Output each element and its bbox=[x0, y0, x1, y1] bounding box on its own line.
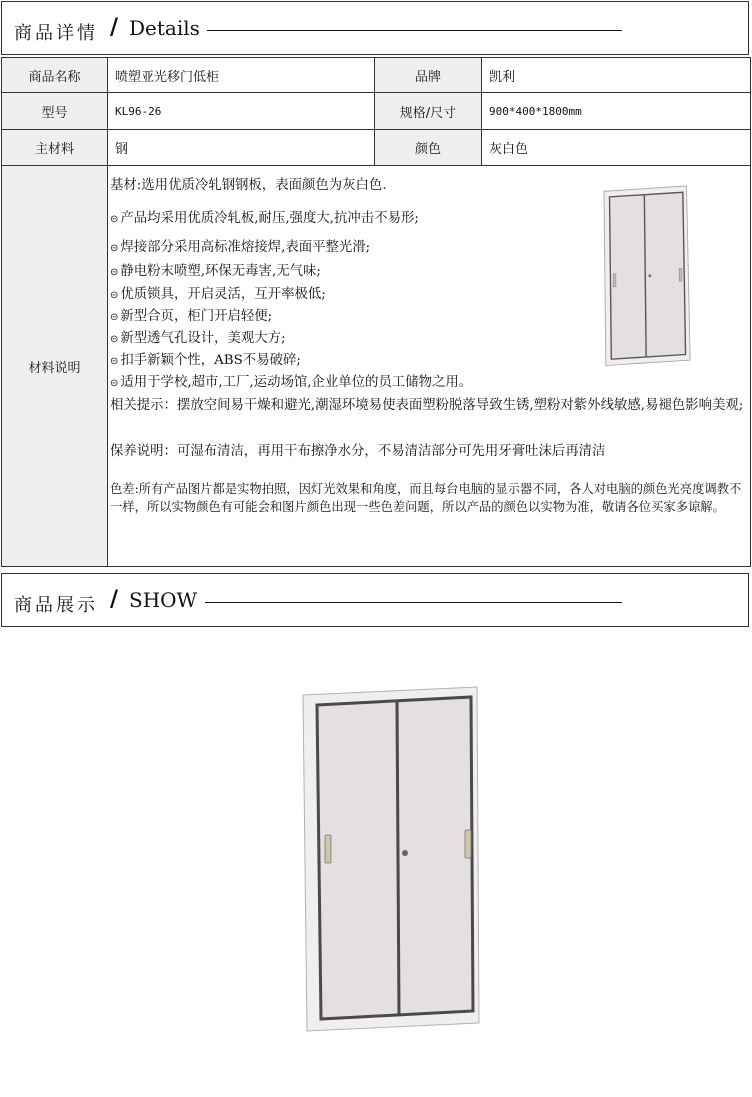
description-color-note: 色差:所有产品图片都是实物拍照，因灯光效果和角度，而且每台电脑的显示器不同，各人对电脑的颜色光亮度调教不一样，所以实物颜色有可能会和图片颜色出现一些色差问题，所以产品的颜色以实物为准，敬请各位买家多谅解。 bbox=[110, 482, 742, 514]
list-item: ⊝ 静电粉末喷塑,环保无毒害,无气味; bbox=[110, 264, 321, 279]
list-item: ⊝ 新型合页，柜门开启轻便; bbox=[110, 309, 273, 324]
details-header-cn: 商品详情 bbox=[14, 23, 98, 44]
size-label: 规格/尺寸 bbox=[375, 93, 482, 130]
list-item: ⊝ 产品均采用优质冷轧板,耐压,强度大,抗冲击不易形; bbox=[110, 211, 419, 226]
description-cell bbox=[108, 166, 751, 567]
show-header-slash: / bbox=[110, 586, 119, 612]
material-label: 主材料 bbox=[2, 130, 108, 166]
description-care: 保养说明：可湿布清洁，再用干布擦净水分，不易清洁部分可先用牙膏吐沫后再清洁 bbox=[110, 444, 606, 459]
minus-circle-icon: ⊝ bbox=[110, 378, 119, 389]
details-header bbox=[1, 1, 749, 55]
minus-circle-icon: ⊝ bbox=[110, 312, 119, 323]
model-value: KL96-26 bbox=[108, 93, 375, 130]
spec-table bbox=[1, 57, 751, 567]
list-item: ⊝ 扣手新颖个性，ABS不易破碎; bbox=[110, 353, 301, 368]
spec-row bbox=[2, 130, 751, 166]
show-header-cn: 商品展示 bbox=[14, 595, 98, 616]
cabinet-thumbnail bbox=[593, 178, 703, 378]
list-item: ⊝ 焊接部分采用高标准熔接焊,表面平整光滑; bbox=[110, 240, 371, 255]
list-item: ⊝ 新型透气孔设计，美观大方; bbox=[110, 331, 286, 346]
minus-circle-icon: ⊝ bbox=[110, 290, 119, 301]
spec-row bbox=[2, 93, 751, 130]
material-value: 钢 bbox=[108, 130, 375, 166]
description-intro: 基材:选用优质冷轧钢钢板，表面颜色为灰白色. bbox=[110, 178, 387, 193]
model-label: 型号 bbox=[2, 93, 108, 130]
details-header-en: Details bbox=[129, 16, 200, 40]
minus-circle-icon: ⊝ bbox=[110, 334, 119, 345]
show-header-en: SHOW bbox=[129, 588, 198, 612]
show-header-rule bbox=[205, 602, 622, 603]
details-header-slash: / bbox=[110, 14, 119, 40]
description-body bbox=[108, 166, 750, 565]
name-label: 商品名称 bbox=[2, 58, 108, 93]
cabinet-product-image bbox=[295, 685, 495, 1035]
size-value: 900*400*1800mm bbox=[482, 93, 751, 130]
minus-circle-icon: ⊝ bbox=[110, 356, 119, 367]
description-label: 材料说明 bbox=[2, 166, 108, 567]
show-header bbox=[1, 573, 749, 627]
spec-row bbox=[2, 58, 751, 93]
list-item: ⊝ 优质锁具，开启灵活，互开率极低; bbox=[110, 287, 326, 302]
brand-label: 品牌 bbox=[375, 58, 482, 93]
brand-value: 凯利 bbox=[482, 58, 751, 93]
details-header-rule bbox=[207, 30, 622, 31]
name-value: 喷塑亚光移门低柜 bbox=[108, 58, 375, 93]
list-item: ⊝ 适用于学校,超市,工厂,运动场馆,企业单位的员工储物之用。 bbox=[110, 375, 473, 390]
minus-circle-icon: ⊝ bbox=[110, 243, 119, 254]
color-label: 颜色 bbox=[375, 130, 482, 166]
description-tip: 相关提示：摆放空间易干燥和避光,潮湿环境易使表面塑粉脱落导致生锈,塑粉对紫外线敏感,易褪色影响美观; bbox=[110, 398, 744, 413]
spec-row bbox=[2, 166, 751, 567]
minus-circle-icon: ⊝ bbox=[110, 267, 119, 278]
color-value: 灰白色 bbox=[482, 130, 751, 166]
minus-circle-icon: ⊝ bbox=[110, 214, 119, 225]
